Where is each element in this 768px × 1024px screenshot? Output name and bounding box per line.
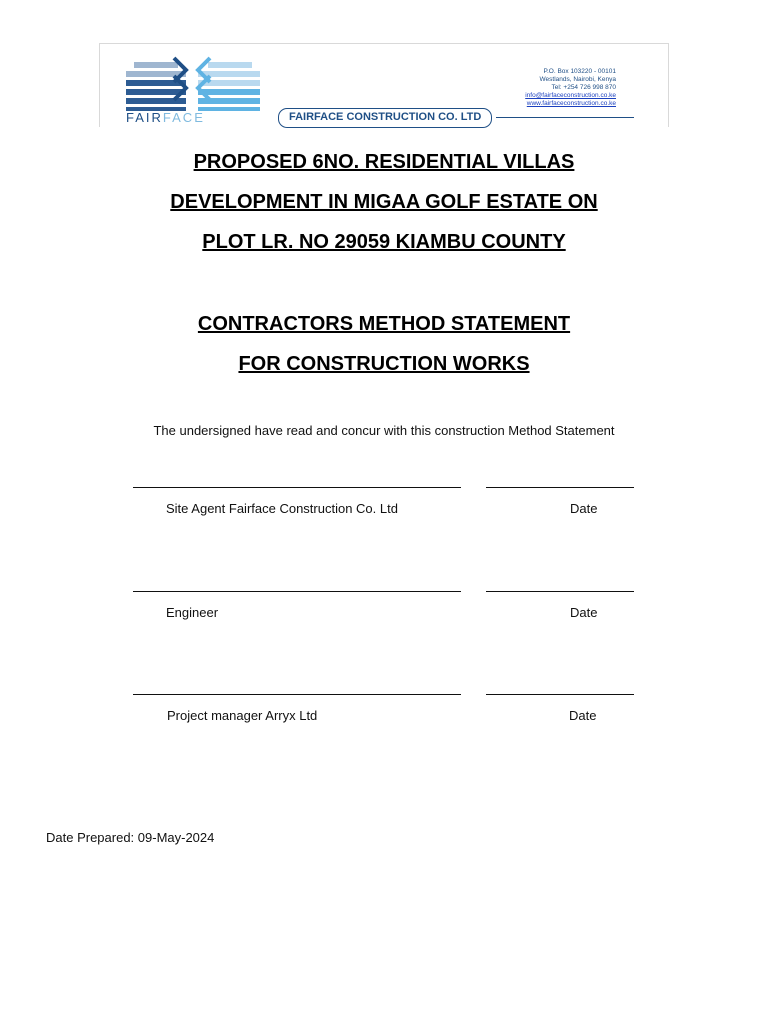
project-title-line-3: PLOT LR. NO 29059 KIAMBU COUNTY (202, 231, 566, 253)
telephone: Tel: +254 726 998 870 (551, 84, 616, 91)
signature-line (133, 487, 461, 488)
date-prepared: Date Prepared: 09-May-2024 (46, 830, 215, 845)
email-link[interactable]: info@fairfaceconstruction.co.ke (525, 92, 616, 99)
concurrence-statement: The undersigned have read and concur with this construction Method Statement (153, 423, 615, 438)
logo-wordmark: FAIRFACE (126, 110, 205, 125)
document-title-line-1: CONTRACTORS METHOD STATEMENT (197, 313, 571, 335)
company-name-banner: FAIRFACE CONSTRUCTION CO. LTD (278, 108, 492, 128)
letterhead (99, 43, 669, 127)
document-title-line-2: FOR CONSTRUCTION WORKS (238, 353, 530, 375)
date-label: Date (570, 501, 598, 516)
date-label: Date (570, 605, 598, 620)
project-title (0, 142, 768, 262)
date-line (486, 591, 634, 592)
website-link[interactable]: www.fairfaceconstruction.co.ke (526, 100, 616, 107)
date-label: Date (569, 708, 597, 723)
signatory-role: Project manager Arryx Ltd (167, 708, 318, 723)
po-box: P.O. Box 103220 - 00101 (543, 68, 616, 75)
document-title (0, 304, 768, 384)
project-title-line-1: PROPOSED 6NO. RESIDENTIAL VILLAS (193, 151, 575, 173)
signature-line (133, 591, 461, 592)
contact-details (525, 68, 616, 108)
date-line (486, 694, 634, 695)
date-line (486, 487, 634, 488)
location: Westlands, Nairobi, Kenya (539, 76, 616, 83)
banner-rule (496, 117, 634, 118)
signatory-role: Site Agent Fairface Construction Co. Ltd (166, 501, 398, 516)
signature-line (133, 694, 461, 695)
project-title-line-2: DEVELOPMENT IN MIGAA GOLF ESTATE ON (170, 191, 598, 213)
signatory-role: Engineer (166, 605, 219, 620)
